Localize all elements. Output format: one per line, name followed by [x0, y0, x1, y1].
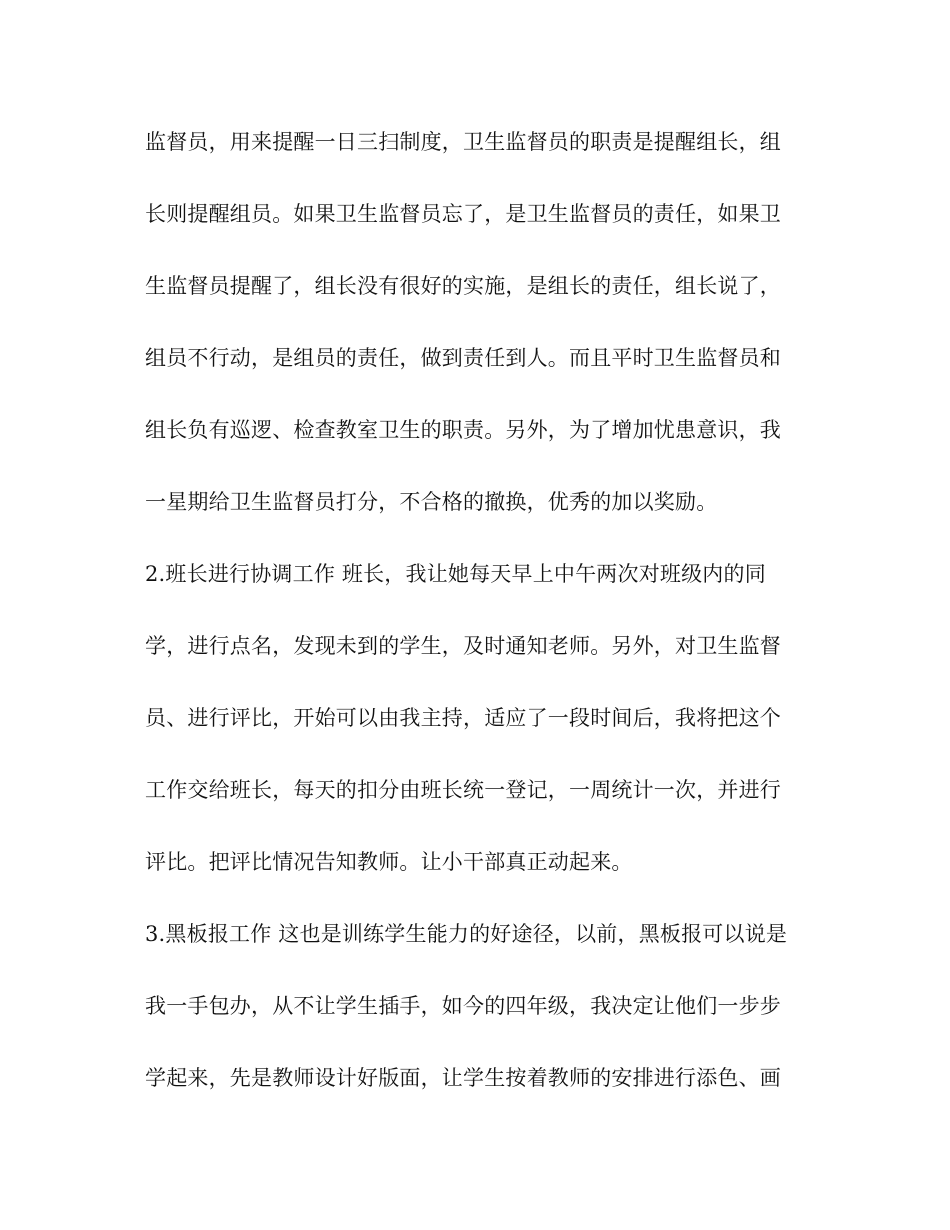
text-line: 组长负有巡逻、检查教室卫生的职责。另外，为了增加忧患意识，我 [145, 418, 781, 442]
text-line: 员、进行评比，开始可以由我主持，适应了一段时间后，我将把这个 [145, 706, 781, 730]
text-line: 生监督员提醒了，组长没有很好的实施，是组长的责任，组长说了， [145, 274, 781, 298]
text-line: 工作交给班长，每天的扣分由班长统一登记，一周统计一次，并进行 [145, 778, 781, 802]
text-line: 组员不行动，是组员的责任，做到责任到人。而且平时卫生监督员和 [145, 346, 781, 370]
text-line: 学，进行点名，发现未到的学生，及时通知老师。另外，对卫生监督 [145, 634, 781, 658]
text-line: 评比。把评比情况告知教师。让小干部真正动起来。 [145, 850, 633, 874]
text-line: 长则提醒组员。如果卫生监督员忘了，是卫生监督员的责任，如果卫 [145, 202, 781, 226]
text-line: 监督员，用来提醒一日三扫制度，卫生监督员的职责是提醒组长，组 [145, 130, 781, 154]
text-line: 3.黑板报工作 这也是训练学生能力的好途径，以前，黑板报可以说是 [145, 922, 788, 946]
text-line: 我一手包办，从不让学生插手，如今的四年级，我决定让他们一步步 [145, 994, 781, 1018]
text-line: 学起来，先是教师设计好版面，让学生按着教师的安排进行添色、画 [145, 1066, 781, 1090]
text-line: 一星期给卫生监督员打分，不合格的撤换，优秀的加以奖励。 [145, 490, 718, 514]
text-line: 2.班长进行协调工作 班长，我让她每天早上中午两次对班级内的同 [145, 562, 766, 586]
